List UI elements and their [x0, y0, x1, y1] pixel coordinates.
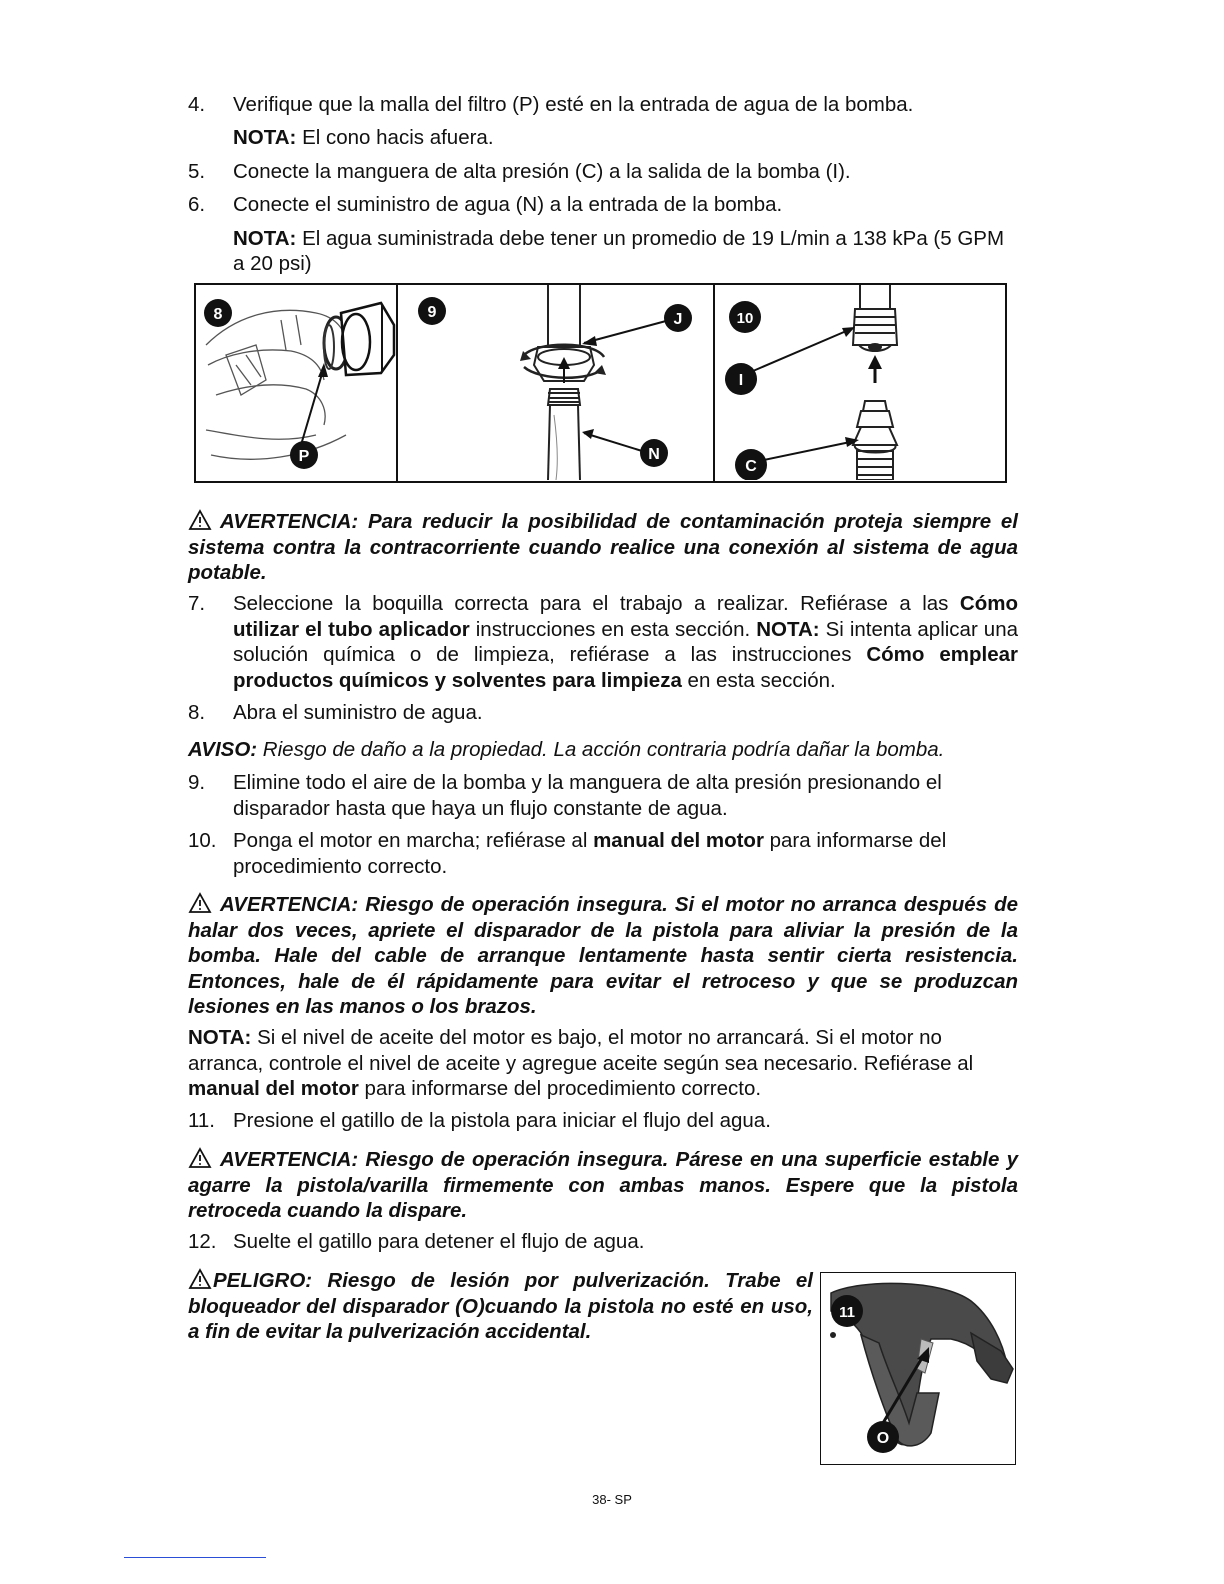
figure-10	[713, 283, 1007, 483]
step-text: Verifique que la malla del filtro (P) esté en la entrada de agua de la bomba.	[233, 93, 914, 116]
step-number: 5.	[188, 160, 206, 183]
page-number: 38- SP	[592, 1492, 632, 1507]
figure-9-illustration	[398, 285, 713, 480]
figure-10-illustration	[715, 285, 1004, 480]
callout-o: O	[876, 1430, 890, 1447]
step-text: Abra el suministro de agua.	[233, 701, 483, 724]
note-text: El cono hacis afuera.	[296, 126, 494, 149]
step-12	[188, 1229, 1018, 1255]
figure-number: 8	[213, 306, 223, 323]
step-text: Suelte el gatillo para detener el flujo de agua.	[233, 1230, 645, 1253]
aviso-text: Riesgo de daño a la propiedad. La acción contraria podría dañar la bomba.	[257, 738, 945, 761]
step-text: Elimine todo el aire de la bomba y la manguera de alta presión presionando el disparador hasta que haya un flujo constante de agua.	[233, 771, 942, 820]
step-number: 11.	[188, 1109, 215, 1132]
note-label: NOTA:	[188, 1026, 252, 1049]
step-number: 6.	[188, 193, 206, 216]
callout-j: J	[673, 311, 683, 328]
step-5	[188, 159, 1018, 185]
step-number: 12.	[188, 1230, 217, 1253]
warning-engine-start	[188, 892, 1018, 1020]
figure-number: 9	[427, 304, 437, 321]
warning-triangle-icon	[188, 892, 212, 914]
step-text: Ponga el motor en marcha; refiérase al manual del motor para informarse del procedimiento correcto.	[233, 829, 947, 878]
note-oil-level: NOTA: Si el nivel de aceite del motor es bajo, el motor no arrancará. Si el motor no arranca, controle el nivel de aceite y agregue aceite según sea necesario. Refiérase al manual del motor para informarse del procedimiento correcto.	[188, 1026, 974, 1100]
step-10	[188, 828, 1018, 879]
danger-text: PELIGRO: Riesgo de lesión por pulverización. Trabe el bloqueador del disparador (O)cuando la pistola no esté en uso, a fin de evitar la pulverización accidental.	[188, 1269, 813, 1343]
warning-triangle-icon	[188, 1147, 212, 1169]
footnote-rule	[124, 1557, 266, 1558]
callout-p: P	[298, 448, 310, 465]
figure-11-gun-illustration	[821, 1273, 1014, 1463]
warning-stable-surface	[188, 1147, 1018, 1224]
step-number: 8.	[188, 701, 206, 724]
step-number: 7.	[188, 592, 206, 615]
step-text: Conecte la manguera de alta presión (C) a la salida de la bomba (I).	[233, 160, 851, 183]
step-9	[188, 770, 1018, 821]
warning-triangle-icon	[188, 509, 212, 531]
note-label: NOTA:	[233, 227, 297, 250]
figure-8-illustration	[196, 285, 396, 480]
warning-triangle-icon	[188, 1268, 212, 1290]
figure-8	[194, 283, 399, 483]
warning-text: AVERTENCIA: Riesgo de operación insegura. Párese en una superficie estable y agarre la pistola/varilla firmemente con ambas manos. Espere que la pistola retroceda cuando la dispare.	[188, 1148, 1018, 1222]
step-number: 10.	[188, 829, 217, 852]
step-text: Conecte el suministro de agua (N) a la entrada de la bomba.	[233, 193, 783, 216]
note-cone	[188, 125, 1018, 151]
warning-text: AVERTENCIA: Para reducir la posibilidad de contaminación proteja siempre el sistema contra la contracorriente cuando realice una conexión al sistema de agua potable.	[188, 510, 1018, 584]
figure-9	[396, 283, 716, 483]
note-label: NOTA:	[233, 126, 297, 149]
danger-spray-injury	[188, 1268, 813, 1345]
step-text: Seleccione la boquilla correcta para el trabajo a realizar. Refiérase a las Cómo utilizar el tubo aplicador instrucciones en esta sección. NOTA: Si intenta aplicar una solución química o de limpieza, refiérase a las instrucciones Cómo emplear productos químicos y solventes para limpieza en esta sección.	[233, 592, 1018, 692]
figure-number: 11	[839, 1304, 855, 1321]
step-11	[188, 1108, 1018, 1134]
aviso-label: AVISO:	[188, 738, 258, 761]
note-text: El agua suministrada debe tener un promedio de 19 L/min a 138 kPa (5 GPM a 20 psi)	[233, 227, 1005, 275]
step-6	[188, 192, 1018, 218]
callout-n: N	[648, 446, 660, 463]
warning-text: AVERTENCIA: Riesgo de operación insegura. Si el motor no arranca después de halar dos veces, apriete el disparador de la pistola para aliviar la presión de la bomba. Hale del cable de arranque lentamente hasta sentir cierta resistencia. Entonces, hale de él rápidamente para evitar el retroceso y que se produzcan lesiones en las manos o los brazos.	[188, 893, 1018, 1018]
callout-c: C	[745, 458, 757, 475]
step-4	[188, 92, 1018, 118]
step-number: 4.	[188, 93, 206, 116]
note-water-supply	[188, 226, 1018, 276]
aviso-notice	[188, 737, 1018, 763]
warning-contamination	[188, 509, 1018, 586]
step-text: Presione el gatillo de la pistola para iniciar el flujo del agua.	[233, 1109, 771, 1132]
callout-i: I	[738, 372, 744, 389]
step-8	[188, 700, 1018, 726]
step-7	[188, 591, 1018, 693]
step-number: 9.	[188, 771, 206, 794]
figure-11	[820, 1272, 1016, 1465]
figure-number: 10	[736, 310, 754, 327]
